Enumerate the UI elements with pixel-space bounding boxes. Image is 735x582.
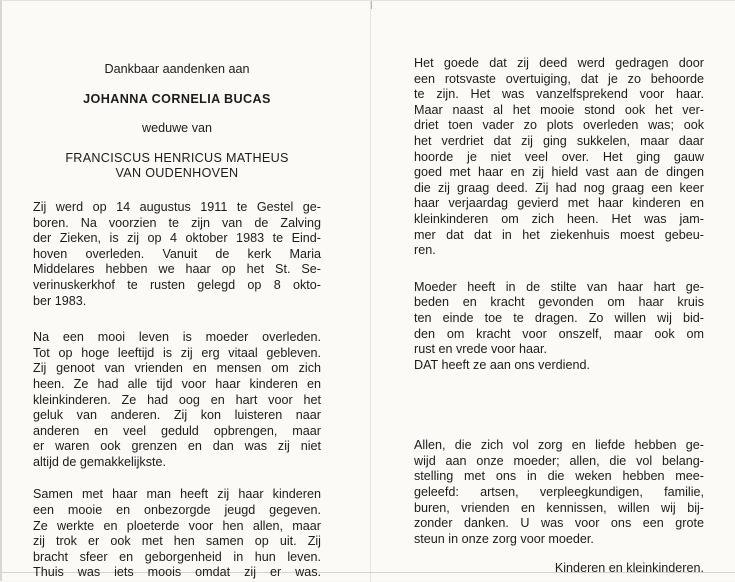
text-line: der Zieken, is zij op 4 oktober 1983 te Eind- bbox=[33, 231, 321, 246]
text-line: die zij graag deed. Zij had nog graag een keer bbox=[414, 180, 704, 195]
text-line: Ze werkte en ploeterde voor hen allen, maar bbox=[33, 518, 321, 533]
text-line: Middelares hebben we haar op het St. Se- bbox=[33, 262, 321, 277]
paragraph-character bbox=[33, 330, 321, 470]
text-line: anderen en veel geduld opbrengen, maar bbox=[33, 423, 321, 438]
text-line: driet toen vader zo plots overleden was; ook bbox=[414, 118, 704, 133]
text-line: buren, vrienden en kennissen, willen wij bij- bbox=[414, 500, 704, 515]
text-line: Na een mooi leven is moeder overleden. bbox=[33, 330, 321, 345]
text-line: heen. Ze had alle tijd voor haar kinderen en bbox=[33, 376, 321, 391]
text-line: hoven overleden. Vanuit de kerk Maria bbox=[33, 246, 321, 261]
husband-name-line2: VAN OUDENHOVEN bbox=[115, 166, 239, 181]
text-line: boren. Na voorzien te zijn van de Zalving bbox=[33, 215, 321, 230]
text-line: een rotsvaste overtuiging, dat je zo behoorde bbox=[414, 71, 704, 86]
text-line: haar verjaardag gevierd met haar kinderen en bbox=[414, 196, 704, 211]
text-line: mer dat dat in het ziekenhuis moest gebeu- bbox=[414, 227, 704, 242]
text-line: zij trok er ook met hen samen op uit. Zij bbox=[33, 534, 321, 549]
text-line: kleinkinderen. Ze had oog en hart voor het bbox=[33, 392, 321, 407]
text-line: ten einde toe te dragen. Zo willen wij bid- bbox=[414, 310, 704, 325]
text-line: Zij werd op 14 augustus 1911 te Gestel ge- bbox=[33, 199, 321, 214]
text-line: hoorde je niet veel over. Het ging gauw bbox=[414, 149, 704, 164]
text-line: Tot op hoge leeftijd is zij erg vitaal gebleven. bbox=[33, 345, 321, 360]
deceased-name: JOHANNA CORNELIA BUCAS bbox=[83, 91, 271, 106]
text-line: bracht sfeer en geborgenheid in hun leven. bbox=[33, 549, 321, 564]
paragraph-faith bbox=[414, 56, 704, 259]
text-line: altijd de gemakkelijkste. bbox=[33, 454, 166, 469]
right-page bbox=[414, 56, 704, 577]
text-line: steun in onze zorg voor moeder. bbox=[414, 531, 594, 546]
text-line: DAT heeft ze aan ons verdiend. bbox=[414, 357, 590, 372]
text-line: Moeder heeft in de stilte van haar hart ge- bbox=[414, 279, 704, 294]
text-line: Thuis was iets moois omdat zij er was. bbox=[33, 565, 321, 580]
text-line: een mooie en onbezorgde jeugd gegeven. bbox=[33, 503, 321, 518]
text-line: geleefd: artsen, verpleegkundigen, familie, bbox=[414, 485, 704, 500]
text-line: Samen met haar man heeft zij haar kinderen bbox=[33, 487, 321, 502]
intro-text: Dankbaar aandenken aan bbox=[104, 62, 250, 76]
left-page bbox=[33, 56, 321, 581]
text-line: zonder danken. U was voor ons een grote bbox=[414, 516, 704, 531]
text-line: beden en kracht gevonden om haar kruis bbox=[414, 295, 704, 310]
text-line: goed met haar en zij hield vast aan de dingen bbox=[414, 165, 704, 180]
text-line: kleinkinderen om zich heen. Het was jam- bbox=[414, 211, 704, 226]
text-line: den om kracht voor onszelf, maar ook om bbox=[414, 326, 704, 341]
text-line: er waren ook grenzen en dan was zij niet bbox=[33, 439, 321, 454]
text-line: te zijn. Het was vanzelfsprekend voor haar. bbox=[414, 87, 704, 102]
text-line: rust en vrede voor haar. bbox=[414, 342, 548, 357]
husband-name-line1: FRANCISCUS HENRICUS MATHEUS bbox=[65, 150, 289, 165]
text-line: verinuskerkhof te rusten gelegd op 8 okto- bbox=[33, 277, 321, 292]
text-line: wijd aan onze moeder; allen, die vol belang- bbox=[414, 453, 704, 468]
fold-line bbox=[370, 1, 371, 582]
text-line: ber 1983. bbox=[33, 293, 87, 308]
paragraph-prayer bbox=[414, 280, 704, 374]
signature: Kinderen en kleinkinderen. bbox=[554, 561, 704, 576]
text-line: ren. bbox=[414, 243, 436, 258]
paragraph-thanks bbox=[414, 438, 704, 547]
relation-text: weduwe van bbox=[141, 121, 212, 136]
text-line: stelling met ons in die weken hebben mee- bbox=[414, 469, 704, 484]
text-line: Maar naast al het mooie stond ook het ver- bbox=[414, 102, 704, 117]
text-line: geluk van anderen. Zij kon luisteren naar bbox=[33, 408, 321, 423]
text-line: Het goede dat zij deed werd gedragen door bbox=[414, 56, 704, 70]
text-line: het verdriet dat zij ging sukkelen, maar daar bbox=[414, 133, 704, 148]
husband-name bbox=[33, 151, 321, 182]
text-line: Zij genoot van vrienden en mensen om zich bbox=[33, 361, 321, 376]
paragraph-family bbox=[33, 487, 321, 581]
text-line: Allen, die zich vol zorg en liefde hebben ge- bbox=[414, 438, 704, 453]
paragraph-life-dates bbox=[33, 200, 321, 309]
